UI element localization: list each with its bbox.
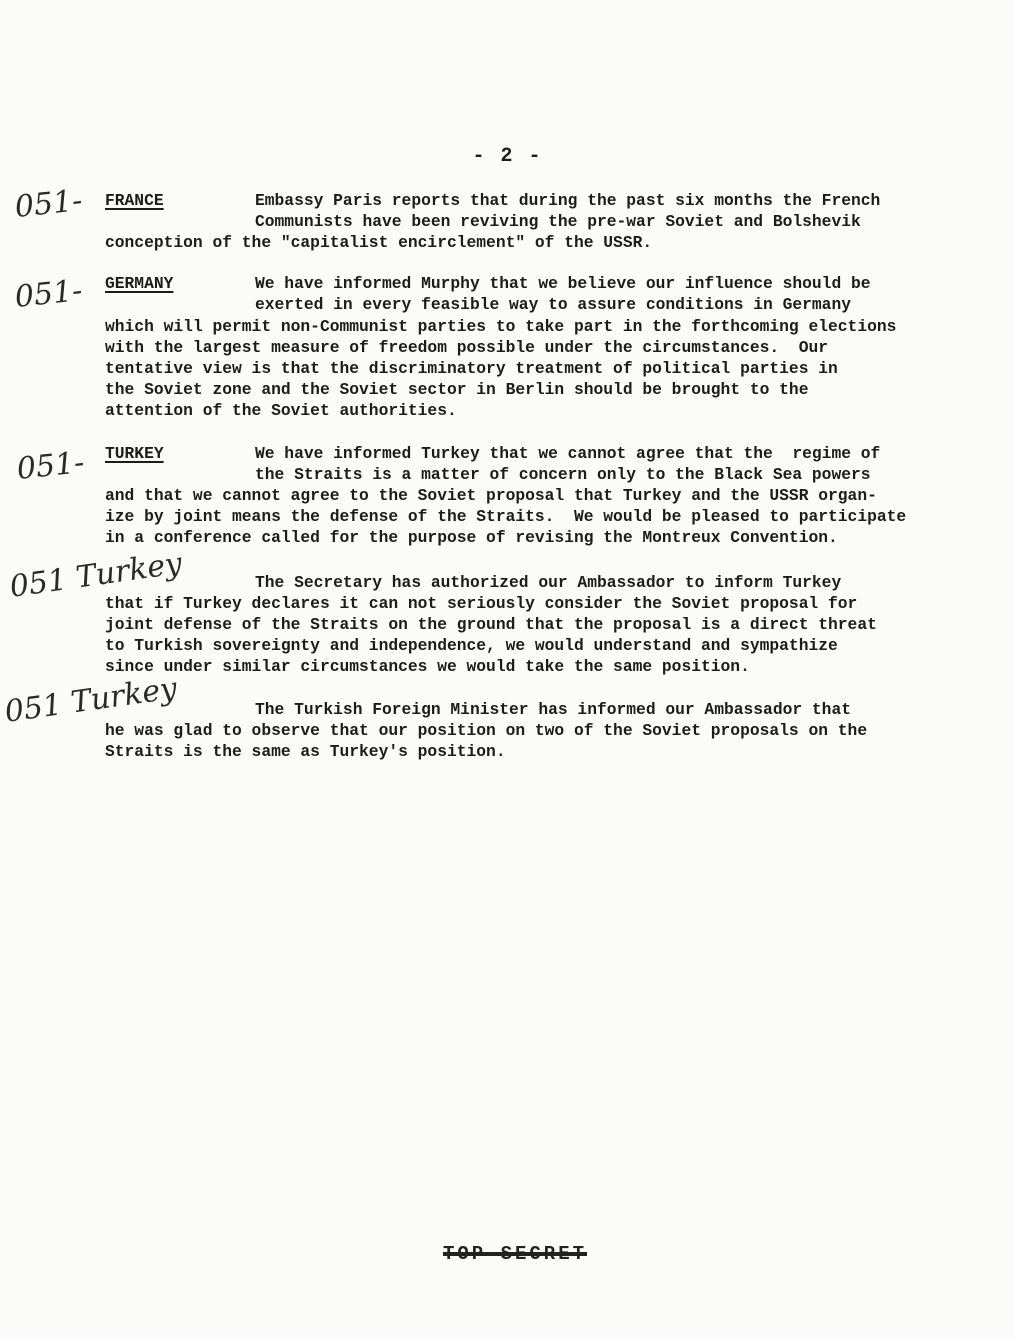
section-heading-turkey: TURKEY <box>105 444 164 463</box>
paragraph-line: the Straits is a matter of concern only to the Black Sea powers <box>255 465 871 484</box>
paragraph-line: which will permit non-Communist parties to take part in the forthcoming elections <box>105 317 897 336</box>
handwritten-annotation: 051- <box>13 273 84 315</box>
paragraph-line: to Turkish sovereignty and independence, we would understand and sympathize <box>105 636 838 655</box>
paragraph-line: We have informed Turkey that we cannot agree that the regime of <box>255 444 881 463</box>
paragraph-line: The Secretary has authorized our Ambassador to inform Turkey <box>255 573 842 592</box>
paragraph-line: with the largest measure of freedom possible under the circumstances. Our <box>105 338 829 357</box>
paragraph-line: he was glad to observe that our position on two of the Soviet proposals on the <box>105 721 868 740</box>
paragraph-line: Communists have been reviving the pre-war Soviet and Bolshevik <box>255 212 861 231</box>
classification-marking: TOP SECRET <box>442 1243 588 1265</box>
section-heading-germany: GERMANY <box>105 274 174 293</box>
paragraph-line: conception of the "capitalist encirclement" of the USSR. <box>105 233 653 252</box>
paragraph-line: in a conference called for the purpose of revising the Montreux Convention. <box>105 528 838 547</box>
paragraph-line: attention of the Soviet authorities. <box>105 401 457 420</box>
page-number: - 2 - <box>472 145 543 168</box>
handwritten-annotation: 051- <box>15 445 86 487</box>
paragraph-line: tentative view is that the discriminatory treatment of political parties in <box>105 359 838 378</box>
handwritten-annotation: 051- <box>13 183 84 225</box>
handwritten-annotation: 051 Turkey <box>7 546 185 605</box>
paragraph-line: and that we cannot agree to the Soviet proposal that Turkey and the USSR organ- <box>105 486 877 505</box>
section-heading-france: FRANCE <box>105 191 164 210</box>
paragraph-line: ize by joint means the defense of the Straits. We would be pleased to participate <box>105 507 907 526</box>
paragraph-line: Embassy Paris reports that during the past six months the French <box>255 191 881 210</box>
paragraph-line: that if Turkey declares it can not seriously consider the Soviet proposal for <box>105 594 858 613</box>
paragraph-line: joint defense of the Straits on the ground that the proposal is a direct threat <box>105 615 877 634</box>
paragraph-line: The Turkish Foreign Minister has informed our Ambassador that <box>255 700 851 719</box>
paragraph-line: since under similar circumstances we would take the same position. <box>105 657 750 676</box>
paragraph-line: exerted in every feasible way to assure conditions in Germany <box>255 295 851 314</box>
paragraph-line: We have informed Murphy that we believe our influence should be <box>255 274 871 293</box>
handwritten-annotation: 051 Turkey <box>2 671 180 730</box>
paragraph-line: the Soviet zone and the Soviet sector in Berlin should be brought to the <box>105 380 809 399</box>
paragraph-line: Straits is the same as Turkey's position. <box>105 742 506 761</box>
